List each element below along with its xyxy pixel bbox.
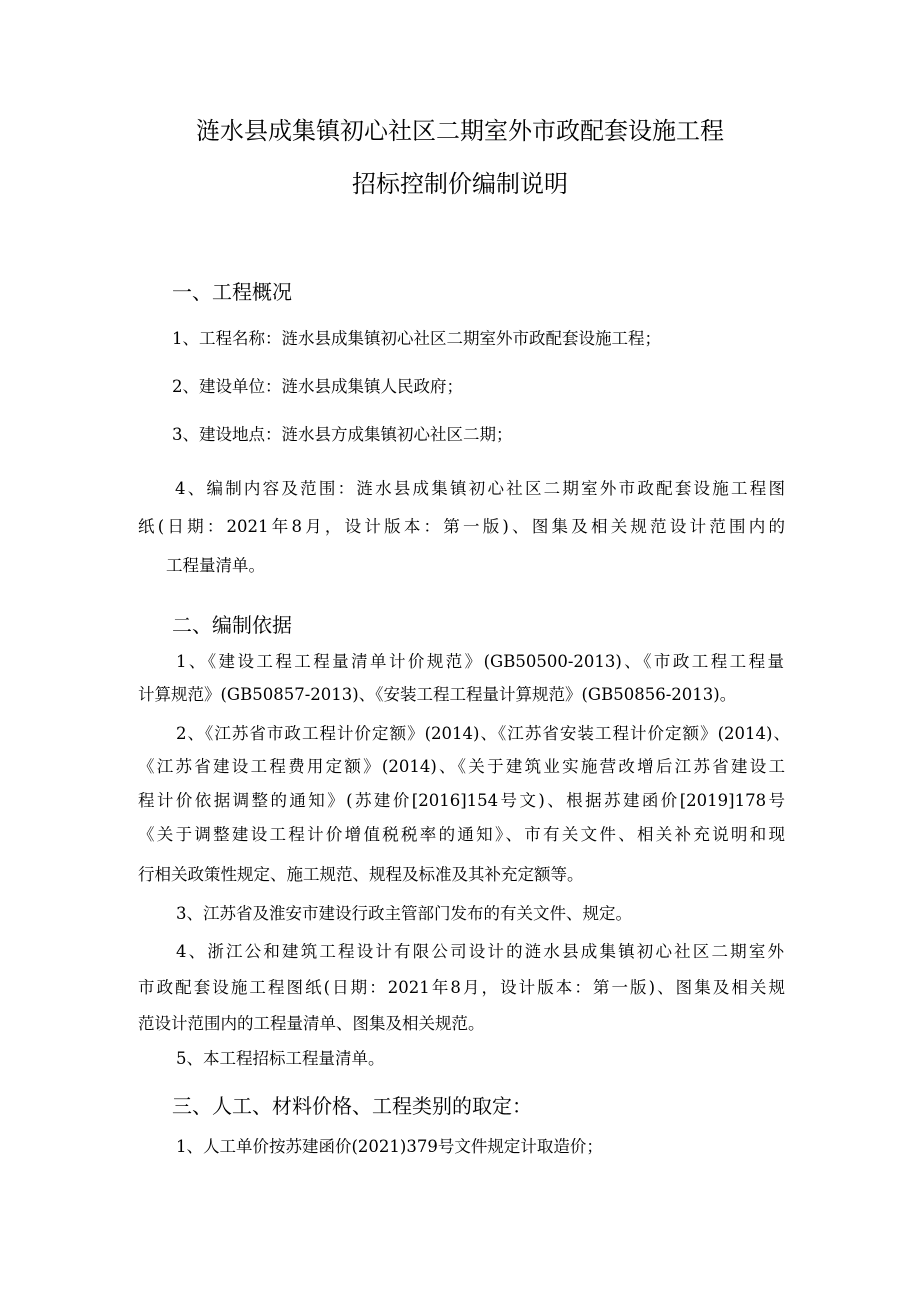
basis-item-4-line2: 市政配套设施工程图纸(日期：2021年8月，设计版本：第一版)、图集及相关规 [138,978,785,997]
section-heading-pricing: 三、人工、材料价格、工程类别的取定： [172,1094,532,1118]
basis-item-4-line3: 范设计范围内的工程量清单、图集及相关规范。 [138,1014,485,1033]
basis-item-5: 5、本工程招标工程量清单。 [176,1049,385,1068]
document-title-line1: 涟水县成集镇初心社区二期室外市政配套设施工程 [196,117,724,145]
overview-item-project-name: 1、工程名称：涟水县成集镇初心社区二期室外市政配套设施工程； [172,329,661,348]
overview-item-scope-line2: 纸(日期：2021年8月，设计版本：第一版)、图集及相关规范设计范围内的 [138,517,785,536]
section-heading-overview: 一、工程概况 [172,280,292,304]
basis-item-1-line1: 1、《建设工程工程量清单计价规范》(GB50500-2013)、《市政工程工程量 [176,652,784,671]
overview-item-scope-line3: 工程量清单。 [166,556,265,575]
basis-item-2-line1: 2、《江苏省市政工程计价定额》(2014)、《江苏省安装工程计价定额》(2014)、 [176,724,790,743]
basis-item-2-line5: 行相关政策性规定、施工规范、规程及标准及其补充定额等。 [138,865,584,884]
document-title-line2: 招标控制价编制说明 [352,170,568,198]
overview-item-scope-line1: 4、编制内容及范围：涟水县成集镇初心社区二期室外市政配套设施工程图 [175,479,785,498]
basis-item-4-line1: 4、浙江公和建筑工程设计有限公司设计的涟水县成集镇初心社区二期室外 [176,942,784,961]
overview-item-location: 3、建设地点：涟水县方成集镇初心社区二期； [172,425,513,444]
section-heading-basis: 二、编制依据 [172,613,292,637]
basis-item-2-line4: 《关于调整建设工程计价增值税税率的通知》、市有关文件、相关补充说明和现 [138,825,785,844]
pricing-item-1: 1、人工单价按苏建函价(2021)379号文件规定计取造价； [176,1137,603,1156]
basis-item-3: 3、江苏省及淮安市建设行政主管部门发布的有关文件、规定。 [176,904,632,923]
basis-item-1-line2: 计算规范》(GB50857-2013)、《安装工程工程量计算规范》(GB50856-2013)。 [138,685,737,704]
basis-item-2-line3: 程计价依据调整的通知》(苏建价[2016]154号文)、根据苏建函价[2019]178号 [138,791,785,810]
overview-item-owner: 2、建设单位：涟水县成集镇人民政府； [172,377,463,396]
basis-item-2-line2: 《江苏省建设工程费用定额》(2014)、《关于建筑业实施营改增后江苏省建设工 [138,757,785,776]
